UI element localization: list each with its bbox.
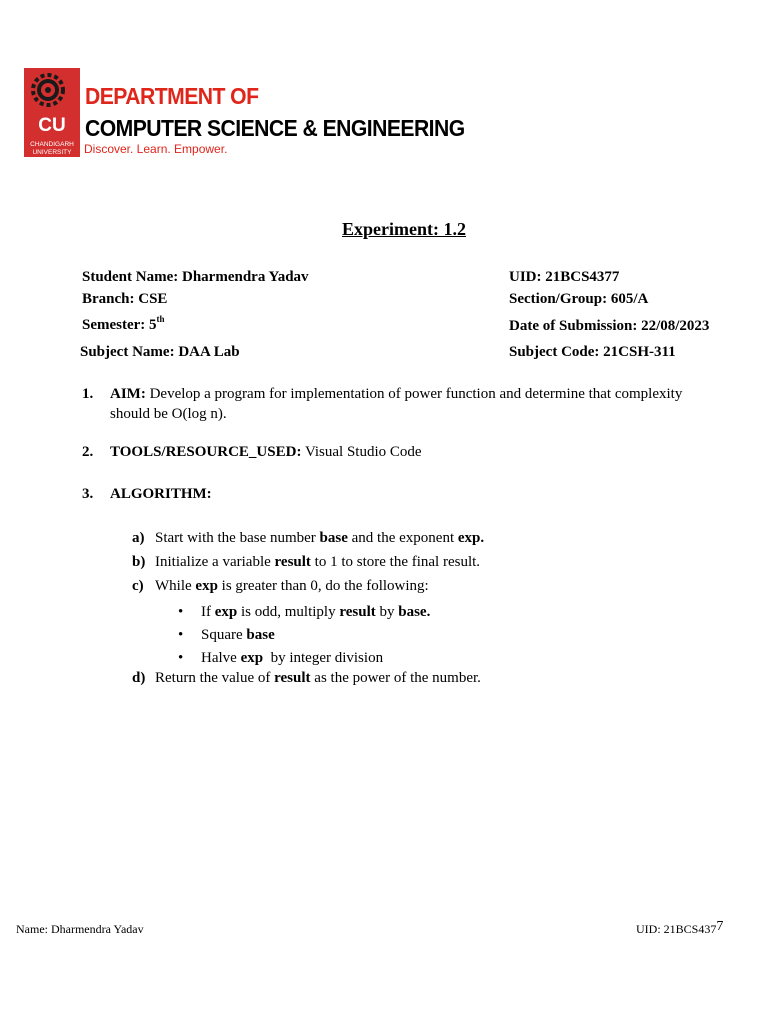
footer-uid-text: UID: 21BCS437 — [636, 922, 717, 936]
step-text: and the exponent — [347, 530, 458, 546]
step-text: to 1 to store the final result. — [310, 554, 481, 570]
step-keyword: result — [274, 554, 311, 570]
algorithm-step-a — [132, 528, 484, 548]
algorithm-section — [82, 484, 710, 504]
department-header — [24, 68, 484, 160]
step-text: Start with the base number — [155, 530, 320, 546]
section-group: Section/Group: 605/A — [509, 291, 649, 307]
step-keyword: exp — [214, 604, 238, 620]
section-number: 3. — [82, 486, 94, 502]
step-text: Initialize a variable — [155, 554, 275, 570]
aim-text: Develop a program for implementation of power function and determine that complexity should be O(log n). — [110, 386, 683, 422]
algorithm-step-b — [132, 552, 480, 572]
algorithm-substep-2 — [178, 625, 275, 645]
step-text: Halve — [201, 650, 241, 666]
step-text: as the power of the number. — [310, 670, 481, 686]
bullet-icon: • — [178, 627, 184, 643]
tools-section — [82, 442, 710, 462]
step-text: Square — [201, 627, 247, 643]
step-keyword: exp — [240, 650, 264, 666]
logo-text-line2: UNIVERSITY — [32, 149, 72, 156]
semester-superscript: th — [156, 314, 165, 324]
aim-section — [82, 384, 710, 424]
logo-letters: CU — [38, 115, 66, 136]
uid: UID: 21BCS4377 — [509, 269, 620, 285]
branch: Branch: CSE — [82, 291, 168, 307]
step-letter: b) — [132, 554, 146, 570]
step-keyword: base. — [398, 604, 431, 620]
aim-label: AIM: — [110, 386, 146, 402]
semester-label: Semester: 5 — [82, 317, 157, 333]
step-keyword: result — [274, 670, 311, 686]
step-keyword: result — [339, 604, 376, 620]
step-text: by integer division — [263, 650, 384, 666]
footer-name: Name: Dharmendra Yadav — [16, 922, 144, 936]
step-text: by — [375, 604, 399, 620]
step-keyword: exp — [195, 578, 218, 594]
footer-uid — [636, 919, 724, 938]
algorithm-step-c — [132, 576, 429, 596]
step-keyword: base — [319, 530, 348, 546]
cu-logo — [24, 68, 80, 157]
bullet-icon: • — [178, 604, 184, 620]
step-text: Return the value of — [155, 670, 275, 686]
step-letter: c) — [132, 578, 144, 594]
date-of-submission: Date of Submission: 22/08/2023 — [509, 318, 710, 334]
bullet-icon: • — [178, 650, 184, 666]
section-number: 1. — [82, 386, 94, 402]
semester — [82, 314, 165, 334]
algorithm-label: ALGORITHM: — [110, 486, 212, 502]
step-text: If — [201, 604, 215, 620]
step-letter: a) — [132, 530, 145, 546]
section-number: 2. — [82, 444, 94, 460]
algorithm-step-d — [132, 668, 481, 688]
algorithm-substep-3 — [178, 648, 383, 668]
algorithm-substep-1 — [178, 602, 430, 622]
tools-label: TOOLS/RESOURCE_USED: — [110, 444, 302, 460]
student-name: Student Name: Dharmendra Yadav — [82, 269, 309, 285]
step-text: While — [155, 578, 196, 594]
step-text: is greater than 0, do the following: — [217, 578, 429, 594]
tagline: Discover. Learn. Empower. — [84, 142, 228, 156]
step-keyword: base — [246, 627, 275, 643]
subject-name: Subject Name: DAA Lab — [80, 344, 240, 360]
step-text: is odd, multiply — [237, 604, 340, 620]
step-letter: d) — [132, 670, 146, 686]
department-name-line1: DEPARTMENT OF — [85, 83, 259, 109]
experiment-title: Experiment: 1.2 — [342, 219, 466, 239]
tools-text: Visual Studio Code — [304, 444, 422, 460]
logo-text-line1: CHANDIGARH — [30, 141, 74, 148]
department-name-line2: COMPUTER SCIENCE & ENGINEERING — [85, 115, 465, 141]
step-keyword: exp. — [457, 530, 485, 546]
page-number: 7 — [716, 919, 724, 934]
subject-code: Subject Code: 21CSH-311 — [509, 344, 676, 360]
